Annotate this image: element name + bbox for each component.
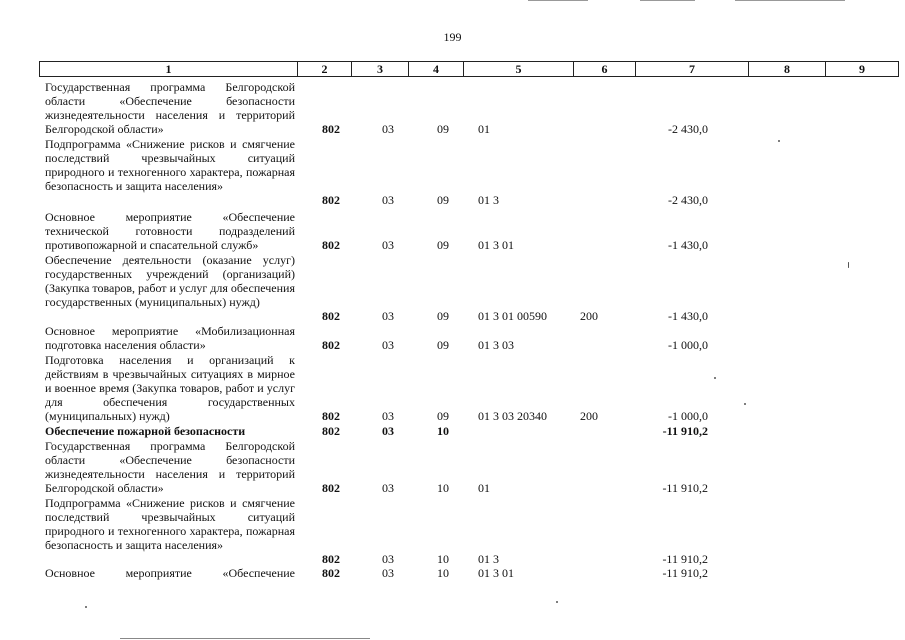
row-description: Обеспечение деятельности (оказание услуг) государственных учреждений (организаций) (Закупка товаров, работ и услуг для обеспечения государственных (муниципальных) нужд) — [45, 253, 295, 309]
row-description: Обеспечение пожарной безопасности — [45, 424, 246, 438]
scan-edge-line — [528, 0, 588, 1]
row-description: Государственная программа Белгородской области «Обеспечение безопасности жизнедеятельности населения и территорий Белгородской области» — [45, 80, 295, 136]
scan-speck — [85, 606, 87, 608]
cell-ministry: 802 — [322, 122, 340, 136]
cell-subsection: 09 — [437, 309, 449, 323]
row-description: Основное мероприятие «Обеспечение технической готовности подразделений противопожарной и спасательной служб» — [45, 210, 295, 252]
page-number: 199 — [443, 30, 462, 44]
scan-speck — [714, 377, 716, 379]
row-description: Подпрограмма «Снижение рисков и смягчение последствий чрезвычайных ситуаций природного и техногенного характера, пожарная безопасность и защита населения» — [45, 496, 295, 552]
header-cell: 8 — [749, 62, 826, 76]
cell-target: 01 3 01 — [478, 566, 514, 580]
cell-section: 03 — [382, 481, 394, 495]
cell-subsection: 10 — [437, 566, 449, 580]
cell-subsection: 10 — [437, 552, 449, 566]
scan-edge-line — [640, 0, 695, 1]
cell-subsection: 09 — [437, 122, 449, 136]
cell-ministry: 802 — [322, 193, 340, 207]
scan-edge-line — [120, 638, 370, 639]
header-cell: 2 — [298, 62, 352, 76]
cell-section: 03 — [382, 338, 394, 352]
cell-section: 03 — [382, 122, 394, 136]
row-description: Подготовка населения и организаций к действиям в чрезвычайных ситуациях в мирное и военное время (Закупка товаров, работ и услуг для обеспечения государственных (муниципальных) нужд) — [45, 353, 295, 423]
header-cell: 7 — [636, 62, 749, 76]
row-description: Государственная программа Белгородской области «Обеспечение безопасности жизнедеятельности населения и территорий Белгородской области» — [45, 439, 295, 495]
cell-ministry: 802 — [322, 409, 340, 423]
cell-section: 03 — [382, 409, 394, 423]
scan-speck — [778, 140, 780, 142]
cell-ministry: 802 — [322, 424, 340, 438]
cell-section: 03 — [382, 309, 394, 323]
cell-amount: -1 000,0 — [668, 409, 708, 423]
cell-subsection: 09 — [437, 338, 449, 352]
cell-section: 03 — [382, 193, 394, 207]
cell-target: 01 — [478, 481, 490, 495]
cell-target: 01 3 01 00590 — [478, 309, 547, 323]
cell-target: 01 — [478, 122, 490, 136]
cell-target: 01 3 03 20340 — [478, 409, 547, 423]
cell-amount: -11 910,2 — [662, 566, 708, 580]
scan-speck — [556, 601, 558, 603]
header-cell: 1 — [40, 62, 298, 76]
cell-target: 01 3 03 — [478, 338, 514, 352]
cell-ministry: 802 — [322, 552, 340, 566]
table-header — [39, 61, 899, 77]
cell-section: 03 — [382, 566, 394, 580]
cell-subsection: 09 — [437, 193, 449, 207]
header-cell: 6 — [574, 62, 636, 76]
cell-ministry: 802 — [322, 238, 340, 252]
cell-subsection: 10 — [437, 481, 449, 495]
header-cell: 5 — [464, 62, 574, 76]
row-description: Подпрограмма «Снижение рисков и смягчение последствий чрезвычайных ситуаций природного и техногенного характера, пожарная безопасность и защита населения» — [45, 137, 295, 193]
cell-section: 03 — [382, 552, 394, 566]
cell-target: 01 3 — [478, 552, 499, 566]
header-cell: 3 — [352, 62, 409, 76]
cell-subsection: 09 — [437, 238, 449, 252]
cell-amount: -1 430,0 — [668, 309, 708, 323]
cell-ministry: 802 — [322, 566, 340, 580]
cell-ministry: 802 — [322, 481, 340, 495]
cell-amount: -11 910,2 — [662, 424, 708, 438]
cell-amount: -11 910,2 — [662, 552, 708, 566]
cell-amount: -1 430,0 — [668, 238, 708, 252]
cell-expense-type: 200 — [580, 309, 598, 323]
cell-amount: -11 910,2 — [662, 481, 708, 495]
cell-ministry: 802 — [322, 309, 340, 323]
scan-speck — [848, 262, 849, 268]
cell-section: 03 — [382, 424, 394, 438]
header-cell: 4 — [409, 62, 464, 76]
cell-section: 03 — [382, 238, 394, 252]
cell-target: 01 3 01 — [478, 238, 514, 252]
row-description: Основное мероприятие «Обеспечение — [45, 566, 295, 580]
cell-subsection: 10 — [437, 424, 449, 438]
cell-amount: -2 430,0 — [668, 193, 708, 207]
scan-speck — [744, 403, 746, 405]
row-description: Основное мероприятие «Мобилизационная подготовка населения области» — [45, 324, 295, 352]
cell-subsection: 09 — [437, 409, 449, 423]
cell-amount: -1 000,0 — [668, 338, 708, 352]
scan-edge-line — [735, 0, 845, 1]
cell-expense-type: 200 — [580, 409, 598, 423]
cell-amount: -2 430,0 — [668, 122, 708, 136]
cell-target: 01 3 — [478, 193, 499, 207]
cell-ministry: 802 — [322, 338, 340, 352]
header-cell: 9 — [859, 62, 865, 76]
